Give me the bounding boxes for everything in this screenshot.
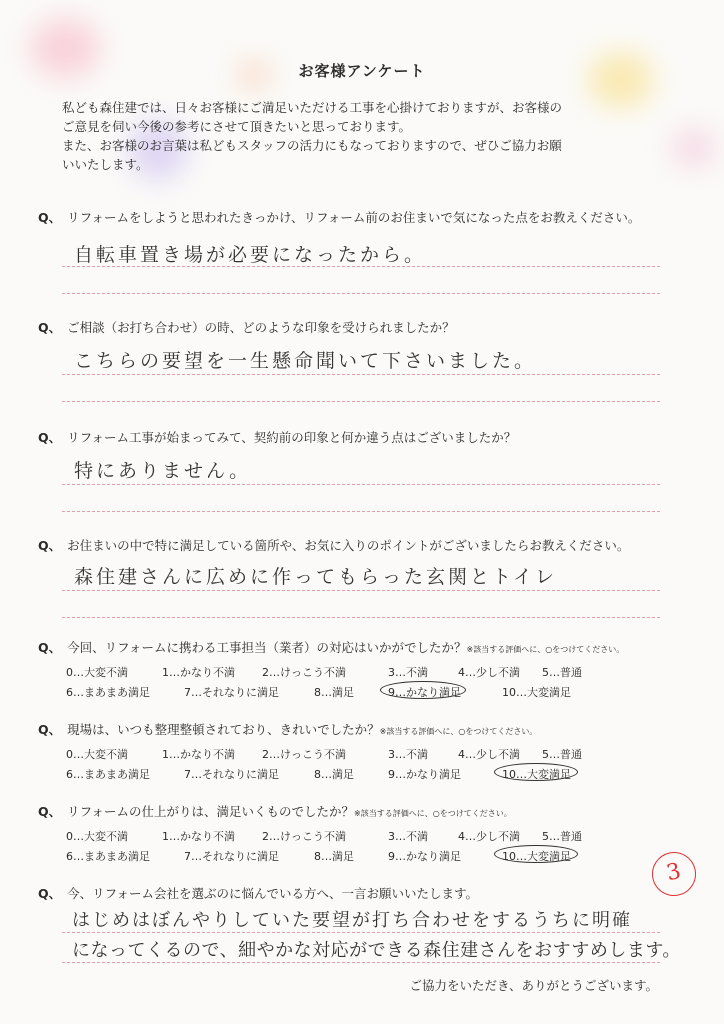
rating-question-3	[38, 802, 512, 820]
question-mark: Q、	[38, 886, 62, 901]
answer-line	[62, 293, 660, 294]
grade-stamp: 3	[648, 848, 700, 900]
question-mark: Q、	[38, 722, 62, 737]
rating-note: ※該当する評価へに、○をつけてください。	[379, 727, 538, 736]
rating-option: 9…かなり満足	[388, 686, 461, 699]
rating-option: 7…それなりに満足	[184, 850, 279, 863]
rating-option: 5…普通	[542, 748, 582, 761]
answer-line	[62, 374, 660, 375]
question-mark: Q、	[38, 804, 62, 819]
question-4	[38, 536, 629, 554]
rating-question-2	[38, 720, 537, 738]
rating-question-1	[38, 638, 624, 656]
question-text: リフォーム工事が始まってみて、契約前の印象と何か違う点はございましたか？	[67, 430, 517, 445]
rating-option: 5…普通	[542, 830, 582, 843]
answer-line	[62, 266, 660, 267]
question-mark: Q、	[38, 538, 62, 553]
rating-option: 5…普通	[542, 666, 582, 679]
final-answer-line-2: になってくるので、細やかな対応ができる森住建さんをおすすめします。	[72, 940, 681, 961]
question-mark: Q、	[38, 210, 62, 225]
answer-line	[62, 484, 660, 485]
answer-1: 自転車置き場が必要になったから。	[74, 244, 427, 266]
rating-option: 0…大変不満	[66, 666, 128, 679]
question-text: リフォームの仕上がりは、満足いくものでしたか？	[67, 804, 355, 819]
question-2	[38, 318, 455, 336]
rating-option: 7…それなりに満足	[184, 768, 279, 781]
question-3	[38, 428, 516, 446]
question-mark: Q、	[38, 430, 62, 445]
answer-line	[62, 932, 660, 933]
rating-option: 8…満足	[314, 850, 354, 863]
rating-note: ※該当する評価へに、○をつけてください。	[466, 645, 625, 654]
question-text: 今、リフォーム会社を選ぶのに悩んでいる方へ、一言お願いいたします。	[67, 886, 479, 901]
rating-option: 1…かなり不満	[162, 666, 235, 679]
selected-rating-circle	[494, 845, 578, 863]
intro-line: いいたします。	[62, 157, 149, 172]
intro-line: 私ども森住建では、日々お客様にご満足いただける工事を心掛けておりますが、お客様の	[62, 100, 563, 115]
rating-option: 0…大変不満	[66, 748, 128, 761]
rating-option: 2…けっこう不満	[262, 748, 346, 761]
answer-line	[62, 590, 660, 591]
rating-option: 3…不満	[388, 666, 428, 679]
final-answer-line-1: はじめはぼんやりしていた要望が打ち合わせをするうちに明確	[72, 910, 632, 931]
footer-thanks: ご協力をいただき、ありがとうございます。	[409, 978, 658, 993]
rating-option: 6…まあまあ満足	[66, 686, 150, 699]
rating-option: 3…不満	[388, 830, 428, 843]
rating-option: 9…かなり満足	[388, 768, 461, 781]
rating-option: 10…大変満足	[502, 850, 571, 863]
answer-line	[62, 511, 660, 512]
rating-option: 4…少し不満	[458, 748, 520, 761]
question-mark: Q、	[38, 640, 62, 655]
rating-option: 10…大変満足	[502, 768, 571, 781]
question-text: 現場は、いつも整理整頓されており、きれいでしたか？	[67, 722, 380, 737]
answer-3: 特にありません。	[74, 460, 252, 482]
rating-option: 4…少し不満	[458, 830, 520, 843]
intro-line: また、お客様のお言葉は私どもスタッフの活力にもなっておりますので、ぜひご協力お願	[62, 138, 562, 153]
rating-option: 7…それなりに満足	[184, 686, 279, 699]
answer-2: こちらの要望を一生懸命聞いて下さいました。	[74, 350, 537, 372]
selected-rating-circle	[494, 763, 578, 781]
intro-text	[62, 98, 682, 174]
rating-note: ※該当する評価へに、○をつけてください。	[354, 809, 512, 818]
page-title: お客様アンケート	[298, 62, 426, 80]
question-1	[38, 208, 640, 226]
rating-option: 9…かなり満足	[388, 850, 461, 863]
rating-option: 3…不満	[388, 748, 428, 761]
answer-line	[62, 962, 660, 963]
rating-option: 1…かなり不満	[162, 830, 235, 843]
intro-line: ご意見を伺い今後の参考にさせて頂きたいと思っております。	[62, 119, 412, 134]
rating-option: 0…大変不満	[66, 830, 128, 843]
final-question	[38, 884, 478, 902]
selected-rating-circle	[380, 681, 466, 699]
rating-option: 6…まあまあ満足	[66, 768, 150, 781]
rating-option: 4…少し不満	[458, 666, 520, 679]
question-text: リフォームをしようと思われたきっかけ、リフォーム前のお住まいで気になった点をお教えください。	[67, 210, 641, 225]
question-text: 今回、リフォームに携わる工事担当（業者）の対応はいかがでしたか？	[67, 640, 467, 655]
question-text: ご相談（お打ち合わせ）の時、どのような印象を受けられましたか？	[67, 320, 455, 335]
question-text: お住まいの中で特に満足している箇所や、お気に入りのポイントがございましたらお教えください。	[67, 538, 630, 553]
answer-line	[62, 617, 660, 618]
rating-option: 8…満足	[314, 686, 354, 699]
rating-option: 2…けっこう不満	[262, 666, 346, 679]
question-mark: Q、	[38, 320, 62, 335]
rating-option: 6…まあまあ満足	[66, 850, 150, 863]
rating-option: 1…かなり不満	[162, 748, 235, 761]
answer-line	[62, 401, 660, 402]
rating-option: 10…大変満足	[502, 686, 571, 699]
rating-option: 2…けっこう不満	[262, 830, 346, 843]
answer-4: 森住建さんに広めに作ってもらった玄関とトイレ	[74, 566, 558, 588]
rating-option: 8…満足	[314, 768, 354, 781]
